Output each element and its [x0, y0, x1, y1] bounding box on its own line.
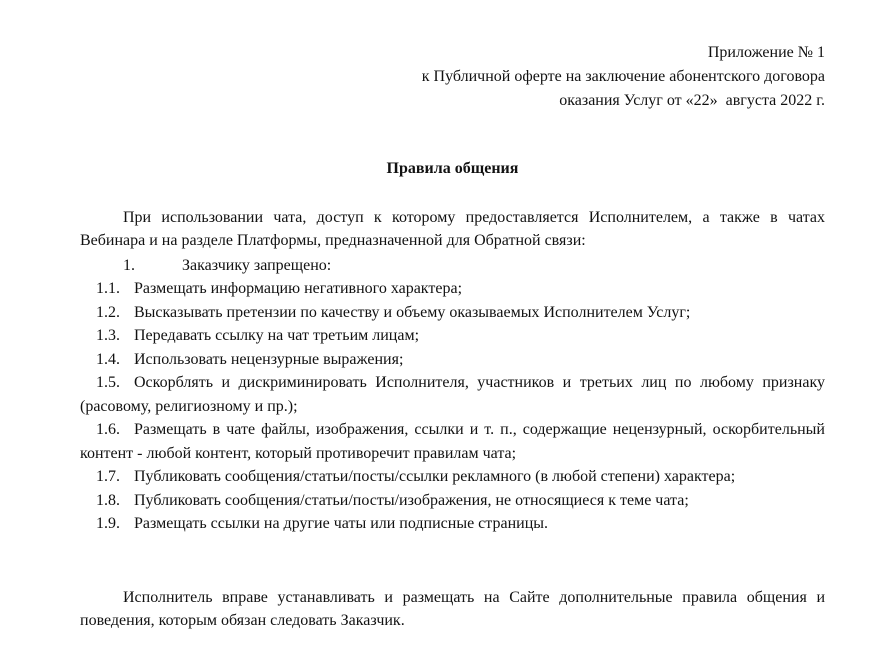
list-item-text: Размещать ссылки на другие чаты или подписные страницы.	[134, 515, 549, 532]
list-item-number: 1.1.	[96, 280, 120, 297]
list-item	[80, 489, 825, 513]
list-item-number: 1.8.	[96, 491, 120, 509]
list-item-text: Использовать нецензурные выражения;	[134, 350, 404, 368]
list-item-text: Размещать информацию негативного характера;	[134, 280, 463, 297]
appendix-number: Приложение № 1	[707, 44, 825, 61]
list-item	[80, 348, 825, 372]
list-item-number: 1.3.	[96, 327, 120, 344]
list-item-number: 1.6.	[96, 421, 120, 438]
list-item	[80, 512, 825, 536]
appendix-date: оказания Услуг от «22» августа 2022 г.	[559, 92, 825, 109]
list-item-number: 1.4.	[96, 350, 120, 368]
list-item-text: Публиковать сообщения/статьи/посты/изображения, не относящиеся к теме чата;	[134, 491, 689, 509]
rules-list	[80, 277, 825, 536]
final-paragraph: Исполнитель вправе устанавливать и размещать на Сайте дополнительные правила общения и поведения, которым обязан следовать Заказчик.	[80, 589, 825, 629]
list-item	[80, 418, 825, 465]
list-item-number: 1.7.	[96, 468, 120, 485]
document-title: Правила общения	[386, 160, 519, 177]
appendix-header	[80, 41, 825, 113]
list-item	[80, 465, 825, 489]
list-item	[80, 371, 825, 418]
main-item-text: Заказчику запрещено:	[182, 257, 332, 274]
intro-paragraph: При использовании чата, доступ к которому предоставляется Исполнителем, а также в чатах Вебинара и на разделе Платформы, предназначенной для Обратной связи:	[80, 209, 825, 249]
list-item-text: Размещать в чате файлы, изображения, ссылки и т. п., содержащие нецензурный, оскорбительный контент - любой контент, который противоречит правилам чата;	[80, 421, 825, 462]
list-item-text: Публиковать сообщения/статьи/посты/ссылки рекламного (в любой степени) характера;	[134, 468, 736, 485]
list-item-text: Передавать ссылку на чат третьим лицам;	[134, 327, 420, 344]
list-item	[80, 301, 825, 325]
list-item-number: 1.9.	[96, 515, 120, 532]
list-item-text: Высказывать претензии по качеству и объему оказываемых Исполнителем Услуг;	[134, 303, 691, 321]
list-item-number: 1.5.	[96, 374, 120, 391]
main-list-item	[123, 254, 331, 277]
list-item-text: Оскорблять и дискриминировать Исполнителя, участников и третьих лиц по любому признаку (расовому, религиозному и пр.);	[80, 374, 825, 415]
list-item	[80, 277, 825, 301]
list-item	[80, 324, 825, 348]
main-item-number: 1.	[123, 257, 135, 274]
appendix-reference: к Публичной оферте на заключение абонентского договора	[421, 68, 825, 85]
list-item-number: 1.2.	[96, 303, 120, 321]
